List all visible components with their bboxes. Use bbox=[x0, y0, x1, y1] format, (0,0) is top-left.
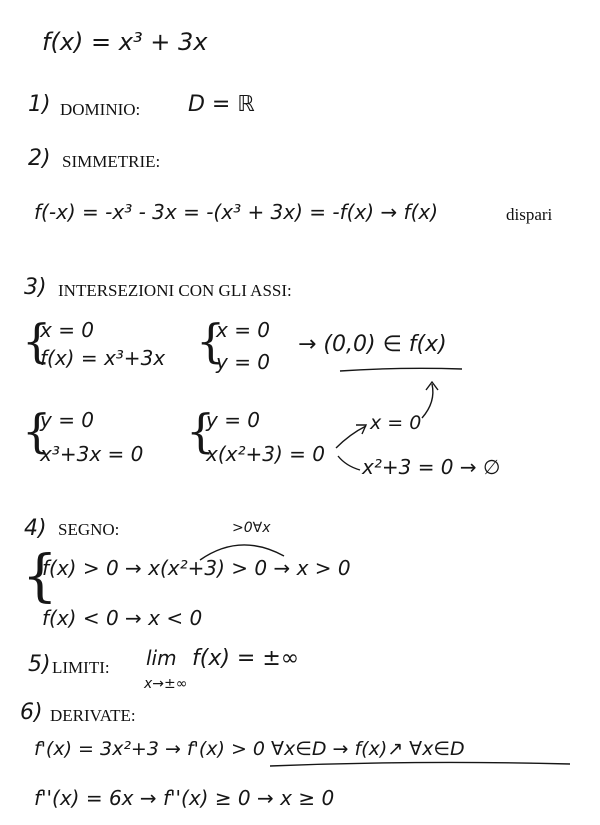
section-label-simmetrie: SIMMETRIE: bbox=[62, 152, 161, 171]
branch-empty: x²+3 = 0 → ∅ bbox=[362, 455, 501, 479]
system-brace-4: { bbox=[186, 404, 216, 458]
branch-arrow-up bbox=[336, 426, 366, 448]
section-label-dominio: DOMINIO: bbox=[60, 100, 141, 119]
derivate-line-2: f''(x) = 6x → f''(x) ≥ 0 → x ≥ 0 bbox=[34, 786, 335, 810]
sys2-line-b: y = 0 bbox=[216, 350, 271, 374]
section-number-segno: 4) bbox=[24, 516, 47, 541]
section-number-simmetrie: 2) bbox=[28, 146, 51, 171]
limiti-sub: x→±∞ bbox=[144, 676, 188, 692]
underline-derivate bbox=[270, 762, 570, 766]
dominio-content: D = ℝ bbox=[188, 92, 255, 117]
intersezioni-result: → (0,0) ∈ f(x) bbox=[298, 332, 447, 357]
sys1-line-a: x = 0 bbox=[40, 318, 95, 342]
system-brace-2: { bbox=[196, 314, 226, 368]
section-number-dominio: 1) bbox=[28, 92, 51, 117]
sys1-line-b: f(x) = x³+3x bbox=[40, 346, 166, 370]
derivate-line-1: f'(x) = 3x²+3 → f'(x) > 0 ∀x∈D → f(x)↗ ∀x∈D bbox=[34, 738, 465, 760]
segno-line-2: f(x) < 0 → x < 0 bbox=[42, 606, 203, 630]
limiti-lim: lim bbox=[146, 646, 177, 670]
section-label-intersezioni: INTERSEZIONI CON GLI ASSI: bbox=[58, 281, 292, 300]
section-label-limiti: LIMITI: bbox=[52, 658, 110, 677]
section-number-derivate: 6) bbox=[20, 700, 43, 725]
sys2-line-a: x = 0 bbox=[216, 318, 271, 342]
segno-line-1: f(x) > 0 → x(x²+3) > 0 → x > 0 bbox=[42, 556, 351, 580]
section-number-intersezioni: 3) bbox=[24, 275, 47, 300]
sys3-line-a: y = 0 bbox=[40, 408, 95, 432]
section-label-segno: SEGNO: bbox=[58, 520, 120, 539]
branch-arrow-down bbox=[338, 456, 360, 470]
simmetrie-tail: dispari bbox=[506, 205, 553, 224]
section-label-derivate: DERIVATE: bbox=[50, 706, 136, 725]
function-definition: f(x) = x³ + 3x bbox=[42, 28, 208, 56]
segno-note: >0∀x bbox=[232, 520, 271, 536]
system-brace-3: { bbox=[22, 404, 52, 458]
system-brace-1: { bbox=[22, 314, 52, 368]
sys3-line-b: x³+3x = 0 bbox=[40, 442, 144, 466]
segno-overbrace bbox=[200, 545, 284, 560]
sys4-line-b: x(x²+3) = 0 bbox=[206, 442, 325, 466]
sys4-line-a: y = 0 bbox=[206, 408, 261, 432]
system-brace-segno: { bbox=[22, 544, 58, 609]
simmetrie-content: f(-x) = -x³ - 3x = -(x³ + 3x) = -f(x) → f(x) bbox=[34, 200, 439, 224]
section-number-limiti: 5) bbox=[28, 652, 51, 677]
limiti-content: f(x) = ±∞ bbox=[192, 646, 300, 671]
underline-intersection-result bbox=[340, 368, 462, 371]
branch-x-zero: x = 0 bbox=[370, 412, 422, 434]
